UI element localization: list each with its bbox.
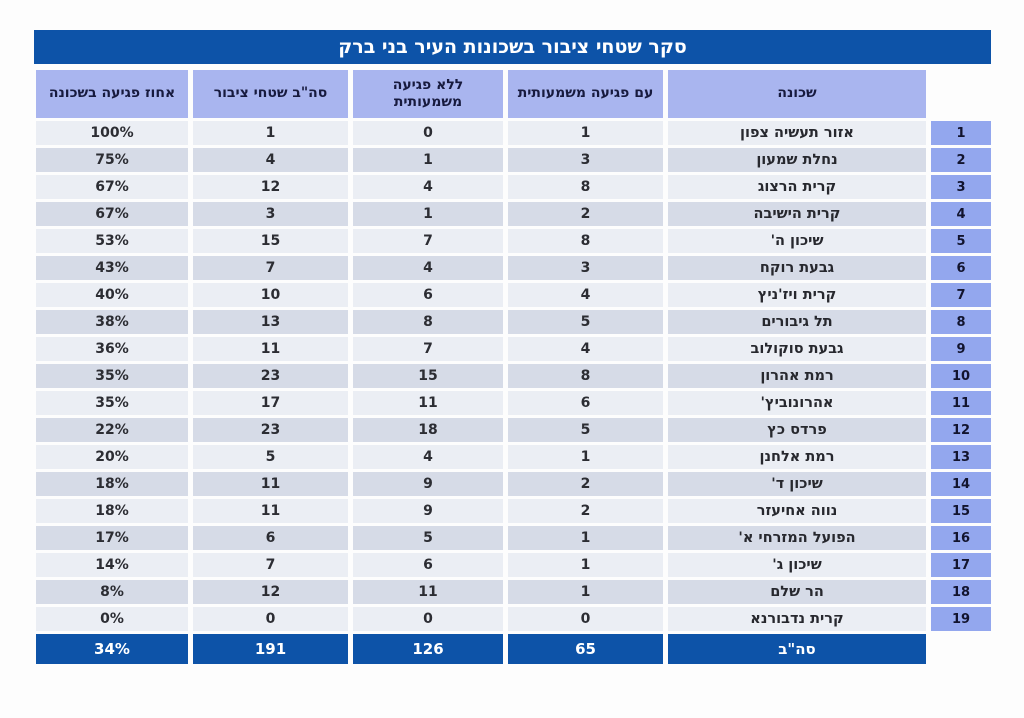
neighborhood-name: קרית נדבורנא xyxy=(668,607,926,631)
header-cell-percent: אחוז פגיעה בשכונה xyxy=(36,70,188,118)
neighborhood-name: שיכון ד' xyxy=(668,472,926,496)
with-damage-value: 1 xyxy=(508,445,663,469)
with-damage-value: 8 xyxy=(508,364,663,388)
row-number: 5 xyxy=(931,229,991,253)
percent-value: 8% xyxy=(36,580,188,604)
row-number: 4 xyxy=(931,202,991,226)
footer-cell-row-number xyxy=(931,634,991,664)
neighborhood-name: תל גיבורים xyxy=(668,310,926,334)
total-value: 12 xyxy=(193,175,348,199)
row-number: 14 xyxy=(931,472,991,496)
row-number: 13 xyxy=(931,445,991,469)
without-damage-value: 8 xyxy=(353,310,503,334)
percent-value: 17% xyxy=(36,526,188,550)
without-damage-value: 4 xyxy=(353,175,503,199)
percent-value: 100% xyxy=(36,121,188,145)
header-cell-row-number xyxy=(931,70,991,118)
total-value: 15 xyxy=(193,229,348,253)
with-damage-value: 2 xyxy=(508,472,663,496)
row-number: 6 xyxy=(931,256,991,280)
percent-value: 35% xyxy=(36,391,188,415)
percent-value: 53% xyxy=(36,229,188,253)
neighborhood-name: נווה אחיעזר xyxy=(668,499,926,523)
without-damage-value: 1 xyxy=(353,202,503,226)
neighborhood-name: הפועל המזרחי א' xyxy=(668,526,926,550)
without-damage-value: 18 xyxy=(353,418,503,442)
row-number: 2 xyxy=(931,148,991,172)
neighborhood-name: פרדס כץ xyxy=(668,418,926,442)
percent-value: 36% xyxy=(36,337,188,361)
without-damage-value: 6 xyxy=(353,553,503,577)
total-value: 1 xyxy=(193,121,348,145)
total-value: 11 xyxy=(193,499,348,523)
neighborhood-name: נחלת שמעון xyxy=(668,148,926,172)
with-damage-value: 0 xyxy=(508,607,663,631)
without-damage-value: 0 xyxy=(353,607,503,631)
total-value: 23 xyxy=(193,418,348,442)
neighborhood-name: קרית ויז'ניץ xyxy=(668,283,926,307)
total-value: 5 xyxy=(193,445,348,469)
total-value: 0 xyxy=(193,607,348,631)
total-value: 3 xyxy=(193,202,348,226)
percent-value: 67% xyxy=(36,202,188,226)
percent-value: 40% xyxy=(36,283,188,307)
without-damage-value: 15 xyxy=(353,364,503,388)
total-value: 17 xyxy=(193,391,348,415)
row-number: 3 xyxy=(931,175,991,199)
total-value: 12 xyxy=(193,580,348,604)
percent-value: 20% xyxy=(36,445,188,469)
total-value: 4 xyxy=(193,148,348,172)
row-number: 9 xyxy=(931,337,991,361)
total-value: 10 xyxy=(193,283,348,307)
row-number: 17 xyxy=(931,553,991,577)
neighborhood-name: אהרונוביץ' xyxy=(668,391,926,415)
without-damage-value: 9 xyxy=(353,499,503,523)
with-damage-value: 4 xyxy=(508,337,663,361)
percent-value: 75% xyxy=(36,148,188,172)
neighborhood-name: הר שלם xyxy=(668,580,926,604)
with-damage-value: 1 xyxy=(508,553,663,577)
neighborhood-name: שיכון ה' xyxy=(668,229,926,253)
neighborhood-name: גבעת סוקולוב xyxy=(668,337,926,361)
row-number: 10 xyxy=(931,364,991,388)
percent-value: 38% xyxy=(36,310,188,334)
without-damage-value: 0 xyxy=(353,121,503,145)
with-damage-value: 1 xyxy=(508,526,663,550)
without-damage-value: 11 xyxy=(353,391,503,415)
row-number: 15 xyxy=(931,499,991,523)
with-damage-value: 5 xyxy=(508,418,663,442)
without-damage-value: 4 xyxy=(353,445,503,469)
row-number: 19 xyxy=(931,607,991,631)
row-number: 8 xyxy=(931,310,991,334)
with-damage-value: 6 xyxy=(508,391,663,415)
row-number: 7 xyxy=(931,283,991,307)
row-number: 11 xyxy=(931,391,991,415)
row-number: 12 xyxy=(931,418,991,442)
survey-table xyxy=(34,30,991,664)
with-damage-value: 4 xyxy=(508,283,663,307)
total-value: 11 xyxy=(193,337,348,361)
footer-cell-percent: 34% xyxy=(36,634,188,664)
row-number: 18 xyxy=(931,580,991,604)
with-damage-value: 2 xyxy=(508,499,663,523)
header-cell-with-damage: עם פגיעה משמעותית xyxy=(508,70,663,118)
percent-value: 18% xyxy=(36,472,188,496)
with-damage-value: 3 xyxy=(508,148,663,172)
footer-cell-total: 191 xyxy=(193,634,348,664)
neighborhood-name: קרית הישיבה xyxy=(668,202,926,226)
with-damage-value: 8 xyxy=(508,229,663,253)
neighborhood-name: שיכון ג' xyxy=(668,553,926,577)
with-damage-value: 1 xyxy=(508,580,663,604)
with-damage-value: 1 xyxy=(508,121,663,145)
row-number: 1 xyxy=(931,121,991,145)
without-damage-value: 9 xyxy=(353,472,503,496)
neighborhood-name: רמת אהרון xyxy=(668,364,926,388)
percent-value: 14% xyxy=(36,553,188,577)
table-title: סקר שטחי ציבור בשכונות העיר בני ברק xyxy=(34,30,991,64)
footer-cell-without-damage: 126 xyxy=(353,634,503,664)
percent-value: 18% xyxy=(36,499,188,523)
neighborhood-name: אזור תעשיה צפון xyxy=(668,121,926,145)
without-damage-value: 1 xyxy=(353,148,503,172)
with-damage-value: 5 xyxy=(508,310,663,334)
header-cell-total: סה"ב שטחי ציבור xyxy=(193,70,348,118)
total-value: 7 xyxy=(193,553,348,577)
total-value: 6 xyxy=(193,526,348,550)
percent-value: 22% xyxy=(36,418,188,442)
without-damage-value: 7 xyxy=(353,337,503,361)
neighborhood-name: קרית הרצוג xyxy=(668,175,926,199)
total-value: 23 xyxy=(193,364,348,388)
neighborhood-name: גבעת רוקח xyxy=(668,256,926,280)
table-grid xyxy=(34,70,991,664)
percent-value: 43% xyxy=(36,256,188,280)
total-value: 7 xyxy=(193,256,348,280)
footer-cell-with-damage: 65 xyxy=(508,634,663,664)
neighborhood-name: רמת אלחנן xyxy=(668,445,926,469)
percent-value: 0% xyxy=(36,607,188,631)
header-cell-neighborhood: שכונה xyxy=(668,70,926,118)
footer-cell-label: סה"ב xyxy=(668,634,926,664)
header-cell-without-damage: ללא פגיעה משמעותית xyxy=(353,70,503,118)
without-damage-value: 4 xyxy=(353,256,503,280)
percent-value: 67% xyxy=(36,175,188,199)
without-damage-value: 11 xyxy=(353,580,503,604)
row-number: 16 xyxy=(931,526,991,550)
total-value: 13 xyxy=(193,310,348,334)
without-damage-value: 7 xyxy=(353,229,503,253)
with-damage-value: 3 xyxy=(508,256,663,280)
total-value: 11 xyxy=(193,472,348,496)
without-damage-value: 5 xyxy=(353,526,503,550)
with-damage-value: 2 xyxy=(508,202,663,226)
percent-value: 35% xyxy=(36,364,188,388)
with-damage-value: 8 xyxy=(508,175,663,199)
without-damage-value: 6 xyxy=(353,283,503,307)
